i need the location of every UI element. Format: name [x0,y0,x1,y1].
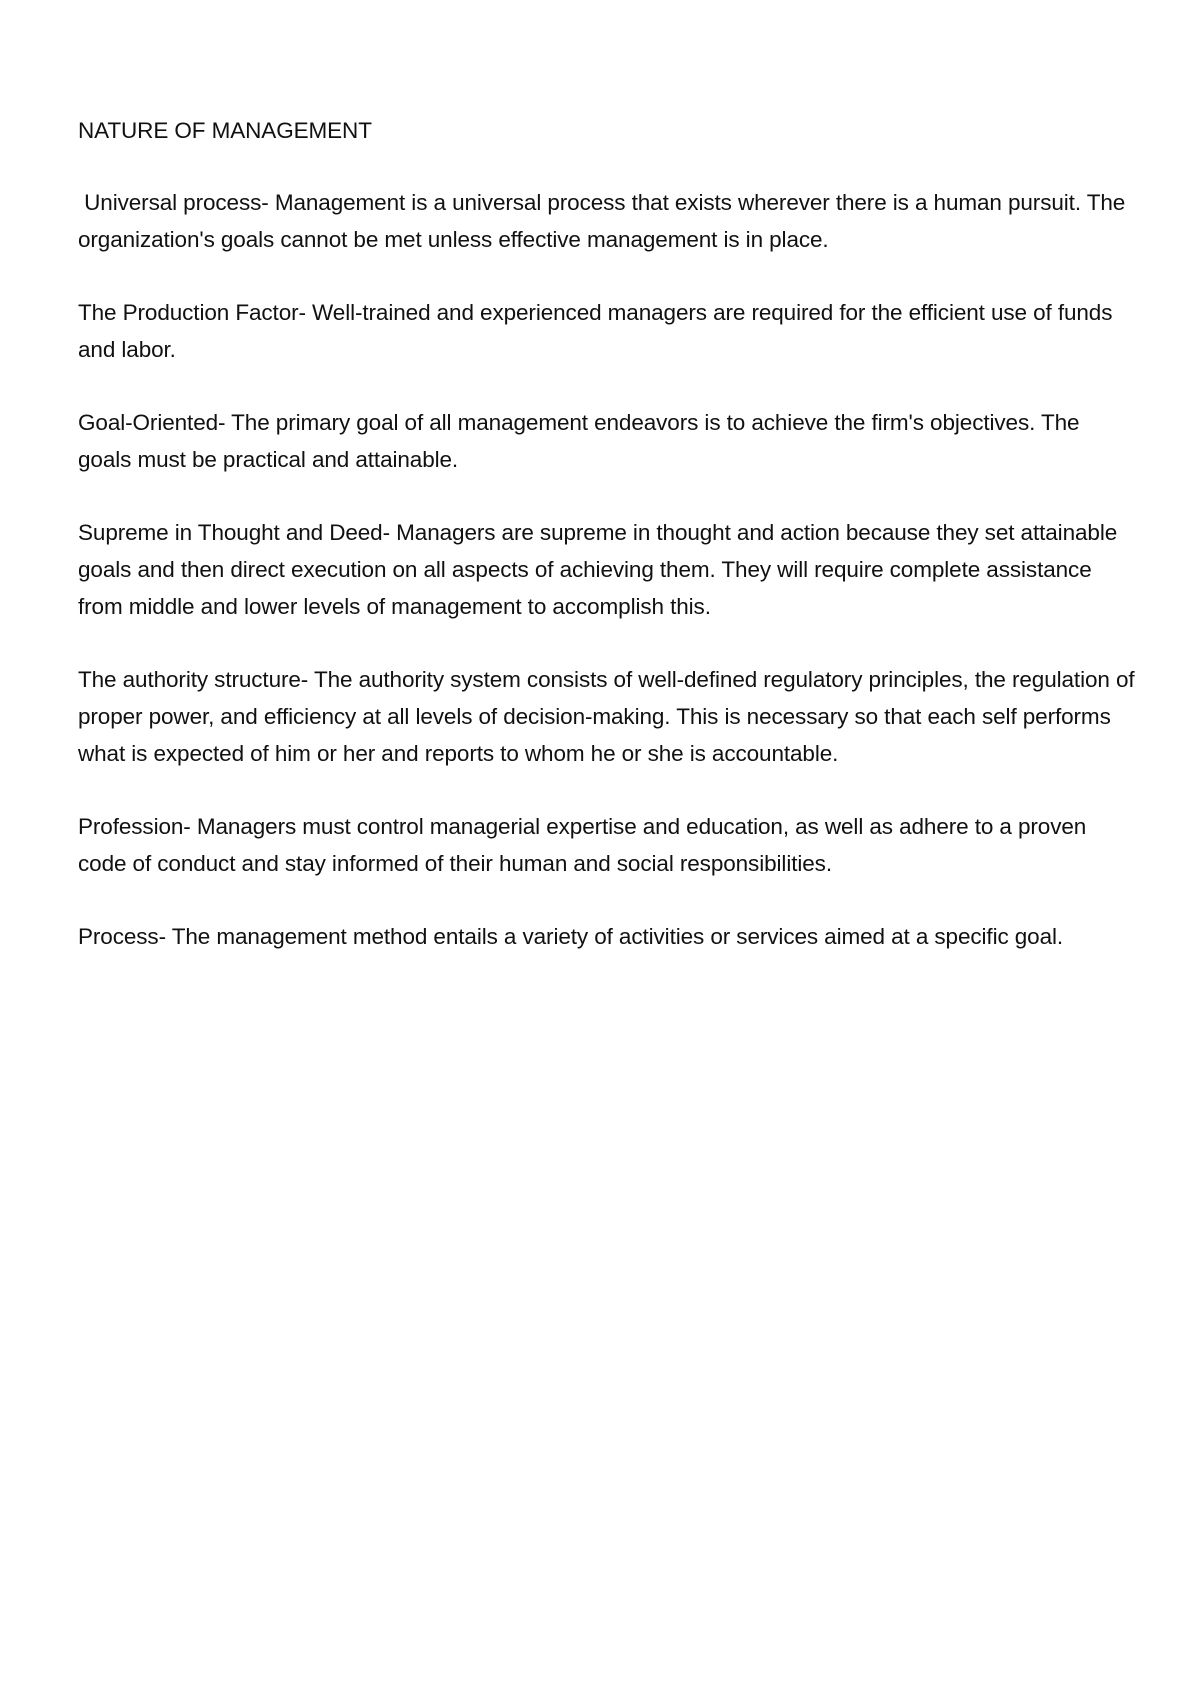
section-text: The management method entails a variety of activities or services aimed at a specific goal. [165,924,1064,949]
section-label: The authority structure- [78,667,309,692]
section-process [78,918,1138,955]
section-supreme-thought-deed [78,514,1138,625]
section-text: Management is a universal process that exists wherever there is a human pursuit. The organization's goals cannot be met unless effective management is in place. [78,190,1126,252]
section-goal-oriented [78,404,1138,478]
section-profession [78,808,1138,882]
section-text: Managers are supreme in thought and action because they set attainable goals and then direct execution on all aspects of achieving them. They will require complete assistance from middle and lower levels of management to accomplish this. [78,520,1118,619]
document-body [78,112,1138,991]
section-label: Universal process- [78,190,269,215]
section-text: Well-trained and experienced managers are required for the efficient use of funds and labor. [78,300,1113,362]
section-label: Process- [78,924,166,949]
section-label: Goal-Oriented- [78,410,226,435]
section-text: The primary goal of all management endeavors is to achieve the firm's objectives. The goals must be practical and attainable. [78,410,1080,472]
section-production-factor [78,294,1138,368]
section-text: Managers must control managerial expertise and education, as well as adhere to a proven code of conduct and stay informed of their human and social responsibilities. [78,814,1087,876]
section-label: Supreme in Thought and Deed- [78,520,390,545]
section-text: The authority system consists of well-defined regulatory principles, the regulation of proper power, and efficiency at all levels of decision-making. This is necessary so that each self performs what is expected of him or her and reports to whom he or she is accountable. [78,667,1135,766]
document-title: NATURE OF MANAGEMENT [78,118,372,143]
section-label: The Production Factor- [78,300,306,325]
section-universal-process [78,184,1138,258]
section-label: Profession- [78,814,191,839]
section-authority-structure [78,661,1138,772]
